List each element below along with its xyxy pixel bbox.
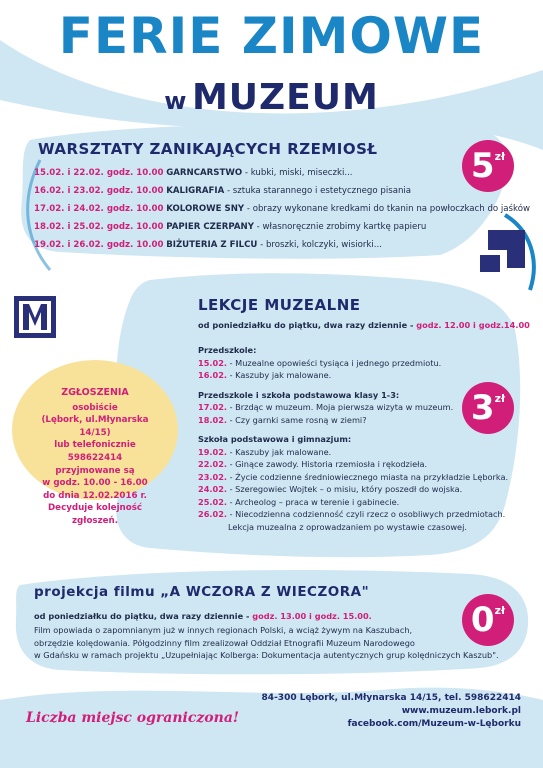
lesson-text: - Archeolog – praca w terenie i gabinecie. [227,496,400,507]
lesson-date: 16.02. [198,370,228,380]
workshop-dates: 18.02. i 25.02. godz. 10.00 [34,222,164,232]
film-price-unit: zł [494,604,506,617]
workshop-item [34,182,530,200]
lesson-date: 23.02. [198,471,228,482]
film-schedule-text: od poniedziałku do piątku, dwa razy dziennie - [34,611,253,621]
subtitle-museum: MUZEUM [191,77,379,118]
workshop-desc: - obrazy wykonane kredkami do tkanin na powłoczkach do jaśków [244,204,530,214]
workshop-dates: 16.02. i 23.02. godz. 10.00 [34,186,164,196]
lesson-item [198,357,508,370]
registration-line: (Lębork, ul.Młynarska 14/15) [41,415,149,438]
workshop-item [34,218,530,236]
lesson-item [198,446,508,459]
registration-line: Decyduje kolejność zgłoszeń. [47,503,143,526]
lessons-price: 3 [470,388,495,428]
poster-subtitle [0,78,543,124]
workshops-list [34,164,530,254]
footer-address: 84-300 Lębork, ul.Młynarska 14/15, tel. 598622414 [261,693,521,703]
workshop-item [34,236,530,254]
workshops-price-unit: zł [494,150,506,163]
lesson-text: - Czy garnki same rosną w ziemi? [227,414,367,425]
limited-places-note: Liczba miejsc ograniczona! [26,710,240,726]
lesson-item [198,458,508,471]
lesson-text: - Kaszuby jak malowane. [227,446,332,457]
lesson-date: 24.02. [198,484,228,494]
registration-line: przyjmowane są [55,465,135,476]
poster-title: FERIE ZIMOWE [58,7,485,65]
lesson-date: 17.02. [198,402,228,412]
film-heading: projekcja filmu „A WCZORA Z WIECZORA" [34,584,370,600]
lesson-text: - Muzealne opowieści tysiąca i jednego przedmiotu. [227,357,442,368]
film-description-line: Film opowiada o zapomnianym już w innych regionach Polski, a wciąż żywym na Kaszubach, [34,625,413,635]
registration-line: lub telefonicznie 598622414 [54,440,136,463]
lesson-text: - Niecodzienna codzienność czyli rzecz o osobliwych przedmiotach. [227,509,506,519]
registration-info [26,387,164,528]
workshop-desc: - sztuka starannego i estetycznego pisania [224,186,412,196]
lesson-item [198,414,508,427]
film-description-line: w Gdańsku w ramach projektu „Uzupełniając Kolberga: Dokumentacja autentycznych grup kolędniczych Kaszub". [34,650,499,660]
film-schedule-times: godz. 13.00 i godz. 15.00. [252,611,372,621]
lessons-schedule-times: godz. 12.00 i godz.14.00 [416,320,530,330]
workshop-name: GARNCARSTWO [166,168,243,178]
film-description-line: obrzędzie kolędowania. Półgodzinny film zrealizował Oddział Etnografii Muzeum Narodowego [34,637,415,648]
workshop-desc: - własnoręcznie zrobimy kartkę papieru [253,222,427,232]
film-price: 0 [470,600,495,640]
workshop-desc: - broszki, kolczyki, wisiorki... [257,240,382,250]
registration-line: w godz. 10.00 - 16.00 [42,478,148,489]
lesson-group-label: Przedszkole i szkoła podstawowa klasy 1-3: [198,389,400,400]
lesson-text: - Brzdąc w muzeum. Moja pierwsza wizyta w muzeum. [227,402,454,412]
footer-website[interactable]: www.muzeum.lebork.pl [401,706,521,716]
workshops-price: 5 [470,146,495,186]
workshops-heading: WARSZTATY ZANIKAJĄCYCH RZEMIOSŁ [38,140,378,158]
lesson-date: 22.02. [198,459,228,469]
lesson-date: 26.02. [198,509,228,519]
lesson-group-label: Szkoła podstawowa i gimnazjum: [198,434,352,444]
lesson-text: - Ginące zawody. Historia rzemiosła i rękodzieła. [227,459,428,469]
film-description [34,624,499,662]
lessons-schedule-text: od poniedziałku do piątku, dwa razy dziennie - [198,320,417,330]
lessons-list [198,344,508,533]
workshop-name: PAPIER CZERPANY [166,222,254,232]
lesson-item [198,508,508,521]
lessons-price-unit: zł [494,392,506,405]
lesson-date: 25.02. [198,496,228,507]
lesson-item [198,401,508,414]
subtitle-w: w [164,87,187,115]
workshop-dates: 19.02. i 26.02. godz. 10.00 [34,240,164,250]
lesson-date: 19.02. [198,446,228,457]
film-schedule [34,610,372,623]
lesson-item [198,483,508,496]
lesson-group-label: Przedszkole: [198,345,257,355]
lesson-date: 15.02. [198,357,228,368]
lessons-heading: LEKCJE MUZEALNE [198,296,361,314]
workshop-name: BIŻUTERIA Z FILCU [166,240,258,250]
museum-logo-left [14,296,56,338]
registration-line: osobiście [72,402,118,413]
workshop-item [34,200,530,218]
footer-facebook[interactable]: facebook.com/Muzeum-w-Lęborku [347,719,521,729]
lesson-item [198,369,508,382]
workshop-name: KALIGRAFIA [166,186,225,196]
workshop-dates: 15.02. i 22.02. godz. 10.00 [34,168,164,178]
lesson-text: - Szeregowiec Wojtek – o misiu, który poszedł do wojska. [227,484,463,494]
registration-title: ZGŁOSZENIA [61,387,129,398]
lesson-item [198,496,508,509]
lessons-closing: Lekcja muzealna z oprowadzaniem po wystawie czasowej. [228,521,467,532]
lessons-schedule [198,319,530,332]
lesson-date: 18.02. [198,414,228,425]
workshop-dates: 17.02. i 24.02. godz. 10.00 [34,204,164,214]
registration-line: do dnia 12.02.2016 r. [43,490,147,501]
lesson-item [198,471,508,484]
workshop-desc: - kubki, miski, miseczki... [242,168,353,178]
lesson-text: - Życie codzienne średniowiecznego miasta na przykładzie Lęborka. [227,471,509,482]
lesson-text: - Kaszuby jak malowane. [227,370,332,380]
workshop-name: KOLOROWE SNY [166,204,245,214]
workshop-item [34,164,530,182]
